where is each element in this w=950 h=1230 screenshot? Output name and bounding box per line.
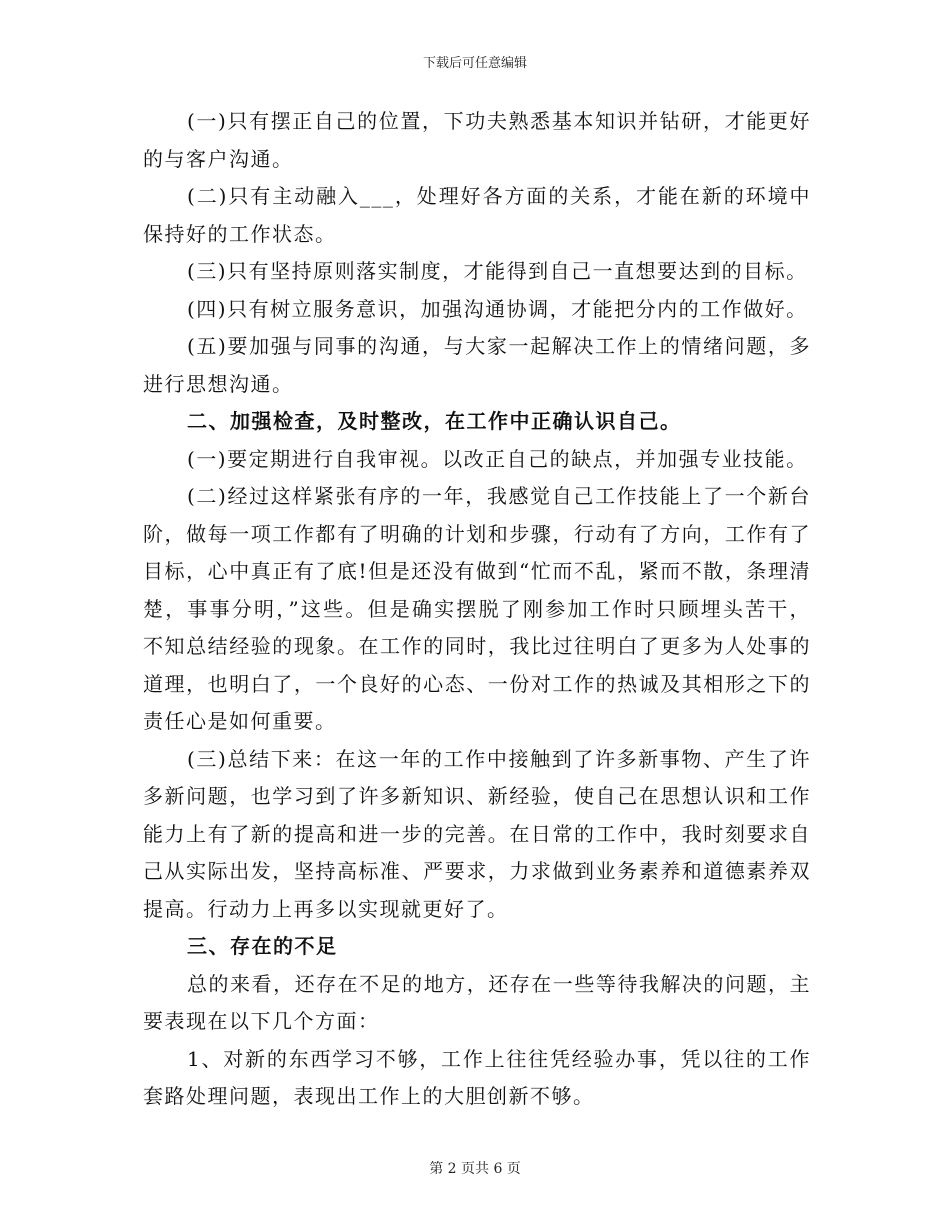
paragraph-2: (二)只有主动融入___，处理好各方面的关系，才能在新的环境中保持好的工作状态。 — [143, 184, 811, 246]
paragraph-7: (二)经过这样紧张有序的一年，我感觉自己工作技能上了一个新台阶，做每一项工作都有了明确的计划和步骤，行动有了方向，工作有了目标，心中真正有了底!但是还没有做到“忙而不乱，紧而不散，条理清楚，事事分明，”这些。但是确实摆脱了刚参加工作时只顾埋头苦干，不知总结经验的现象。在工作的同时，我比过往明白了更多为人处事的道理，也明白了，一个良好的心态、一份对工作的热诚及其相形之下的责任心是如何重要。 — [143, 484, 811, 733]
section-heading-2: 二、加强检查，及时整改，在工作中正确认识自己。 — [187, 409, 682, 433]
paragraph-10: 1、对新的东西学习不够，工作上往往凭经验办事，凭以往的工作套路处理问题，表现出工作上的大胆创新不够。 — [143, 1046, 811, 1108]
paragraph-9: 总的来看，还存在不足的地方，还存在一些等待我解决的问题，主要表现在以下几个方面： — [143, 971, 811, 1033]
section-heading-3: 三、存在的不足 — [187, 934, 338, 958]
paragraph-5: (五)要加强与同事的沟通，与大家一起解决工作上的情绪问题，多进行思想沟通。 — [143, 334, 811, 396]
page-header: 下载后可任意编辑 — [422, 56, 527, 71]
paragraph-1: (一)只有摆正自己的位置，下功夫熟悉基本知识并钻研，才能更好的与客户沟通。 — [143, 109, 811, 171]
document-body — [143, 103, 811, 1116]
paragraph-8: (三)总结下来：在这一年的工作中接触到了许多新事物、产生了许多新问题，也学习到了许多新知识、新经验，使自己在思想认识和工作能力上有了新的提高和进一步的完善。在日常的工作中，我时刻要求自己从实际出发，坚持高标准、严要求，力求做到业务素养和道德素养双提高。行动力上再多以实现就更好了。 — [143, 746, 811, 921]
paragraph-6: (一)要定期进行自我审视。以改正自己的缺点，并加强专业技能。 — [187, 446, 808, 471]
paragraph-4: (四)只有树立服务意识，加强沟通协调，才能把分内的工作做好。 — [187, 296, 808, 321]
paragraph-3: (三)只有坚持原则落实制度，才能得到自己一直想要达到的目标。 — [187, 259, 808, 283]
page-footer: 第 2 页共 6 页 — [429, 1161, 521, 1177]
